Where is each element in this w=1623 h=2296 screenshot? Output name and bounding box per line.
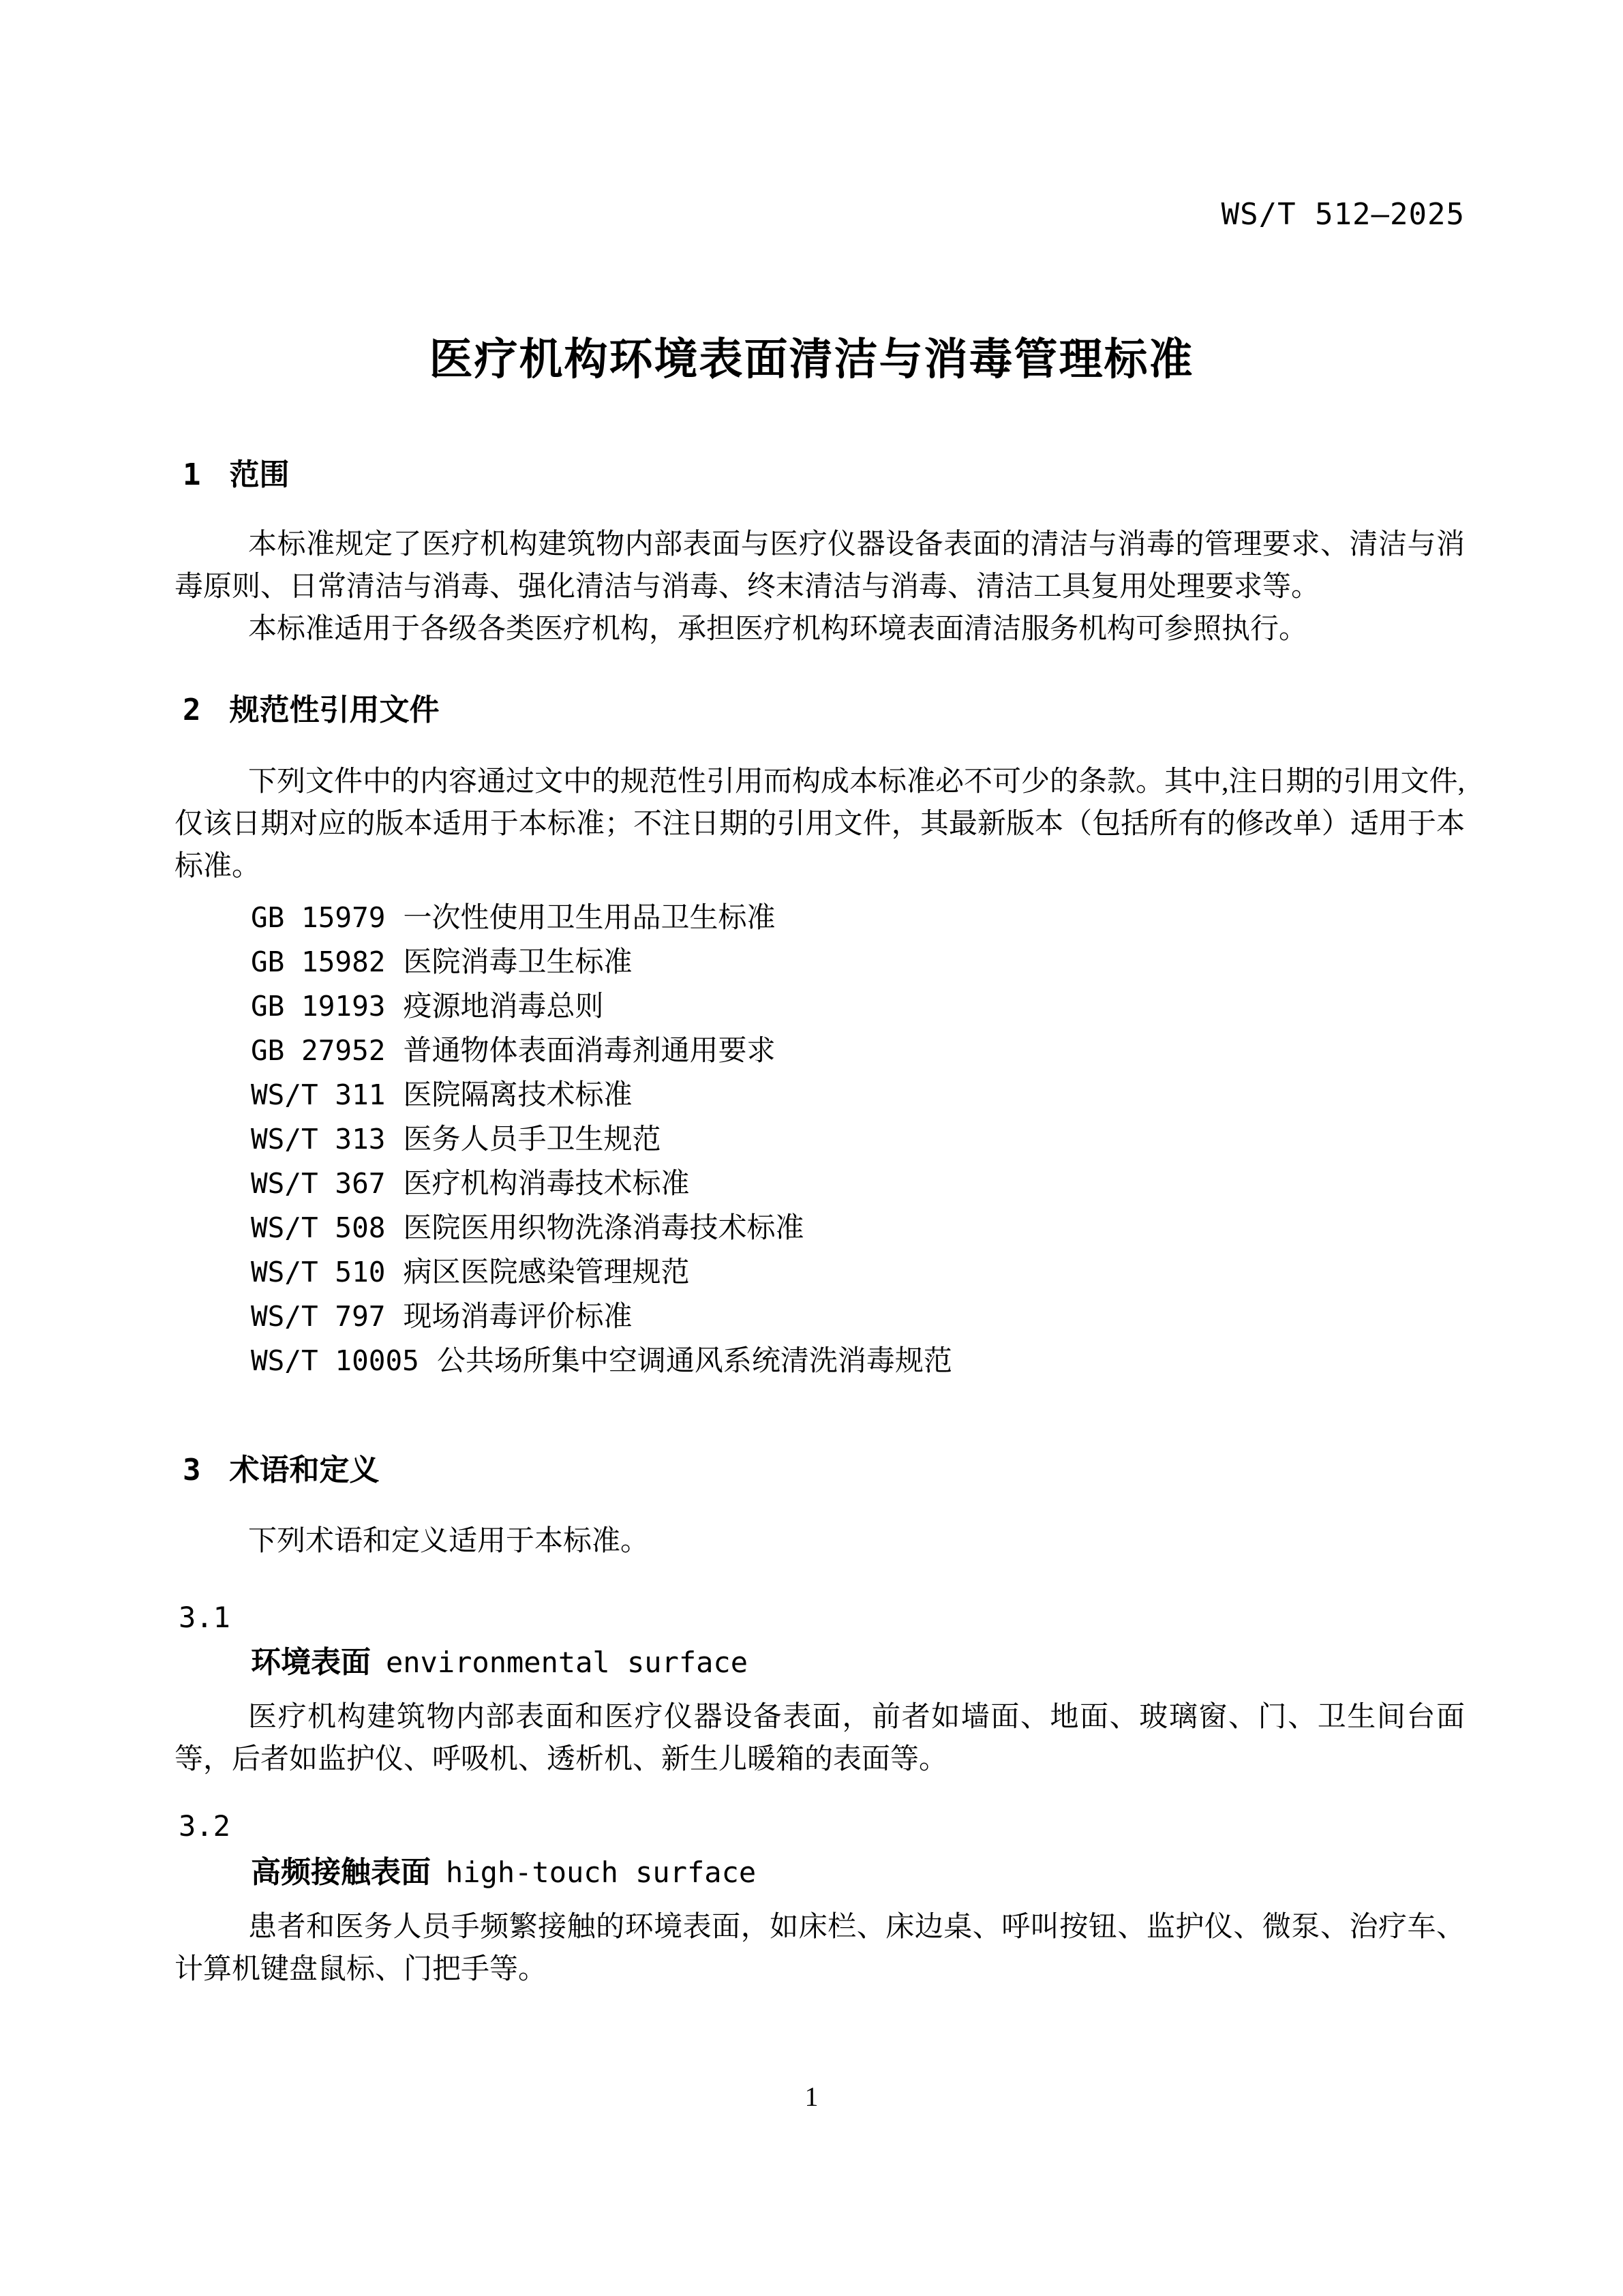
clause-3-heading: [183, 1445, 1465, 1489]
term-3-1-definition: [175, 1696, 1465, 1781]
term-3-2-name: [175, 1847, 1465, 1891]
clause-3-number: 3: [183, 1453, 201, 1487]
reference-item: [251, 1029, 1465, 1073]
reference-title: 医院医用织物洗涤消毒技术标准: [403, 1213, 804, 1244]
reference-item: [251, 1162, 1465, 1206]
term-zh: 高频接触表面: [251, 1856, 431, 1889]
reference-code: GB 15979: [251, 901, 386, 934]
reference-item: [251, 1073, 1465, 1117]
term-3-1-name: [175, 1637, 1465, 1681]
document-title: 医疗机构环境表面清洁与消毒管理标准: [429, 335, 1194, 384]
reference-title: 病区医院感染管理规范: [403, 1257, 690, 1288]
clause-1-body: [175, 524, 1465, 650]
reference-title: 医务人员手卫生规范: [403, 1124, 661, 1155]
reference-title: 一次性使用卫生用品卫生标准: [403, 903, 776, 934]
paragraph: 下列文件中的内容通过文中的规范性引用而构成本标准必不可少的条款。其中,注日期的引用文件,仅该日期对应的版本适用于本标准；不注日期的引用文件，其最新版本（包括所有的修改单）适用于本标准。: [175, 766, 1466, 882]
reference-item: [251, 940, 1465, 984]
reference-item: [251, 896, 1465, 940]
reference-title: 医疗机构消毒技术标准: [403, 1168, 690, 1200]
term-zh: 环境表面: [251, 1646, 371, 1679]
reference-title: 医院消毒卫生标准: [403, 947, 633, 978]
reference-code: WS/T 313: [251, 1123, 386, 1155]
paragraph: 医疗机构建筑物内部表面和医疗仪器设备表面，前者如墙面、地面、玻璃窗、门、卫生间台面等，后者如监护仪、呼吸机、透析机、新生儿暖箱的表面等。: [175, 1702, 1465, 1775]
clause-3-body: [175, 1520, 1465, 1562]
term-en: environmental surface: [386, 1646, 748, 1679]
reference-title: 普通物体表面消毒剂通用要求: [403, 1036, 776, 1067]
standard-code: WS/T 512—2025: [1221, 197, 1465, 232]
term-3-2-number: 3.2: [179, 1809, 230, 1843]
reference-item: [251, 1206, 1465, 1250]
paragraph: 患者和医务人员手频繁接触的环境表面，如床栏、床边桌、呼叫按钮、监护仪、微泵、治疗车、计算机键盘鼠标、门把手等。: [175, 1912, 1465, 1985]
paragraph: 本标准适用于各级各类医疗机构，承担医疗机构环境表面清洁服务机构可参照执行。: [248, 614, 1308, 645]
clause-1-title: 范围: [229, 458, 290, 492]
reference-code: GB 27952: [251, 1034, 386, 1067]
term-3-2-definition: [175, 1906, 1465, 1991]
clause-2-body: [175, 761, 1465, 888]
reference-code: WS/T 510: [251, 1256, 386, 1288]
reference-code: WS/T 508: [251, 1211, 386, 1244]
term-3-1-number: 3.1: [179, 1601, 230, 1634]
clause-2-title: 规范性引用文件: [229, 693, 440, 727]
clause-1-heading: [183, 450, 1465, 494]
reference-code: WS/T 797: [251, 1300, 386, 1333]
reference-code: GB 15982: [251, 946, 386, 978]
reference-code: WS/T 10005: [251, 1344, 419, 1377]
reference-code: WS/T 311: [251, 1078, 386, 1111]
reference-title: 疫源地消毒总则: [403, 991, 604, 1023]
normative-references-list: [175, 896, 1465, 1383]
paragraph: 下列术语和定义适用于本标准。: [248, 1526, 650, 1557]
reference-item: [251, 1117, 1465, 1162]
reference-item: [251, 1250, 1465, 1295]
reference-title: 医院隔离技术标准: [403, 1080, 633, 1111]
clause-1-number: 1: [183, 457, 201, 492]
paragraph: 本标准规定了医疗机构建筑物内部表面与医疗仪器设备表面的清洁与消毒的管理要求、清洁与消毒原则、日常清洁与消毒、强化清洁与消毒、终末清洁与消毒、清洁工具复用处理要求等。: [175, 529, 1465, 603]
reference-title: 公共场所集中空调通风系统清洗消毒规范: [436, 1346, 952, 1377]
reference-item: [251, 984, 1465, 1029]
clause-2-heading: [183, 685, 1465, 729]
reference-item: [251, 1295, 1465, 1339]
reference-code: WS/T 367: [251, 1167, 386, 1200]
clause-2-number: 2: [183, 693, 201, 727]
term-en: high-touch surface: [446, 1856, 757, 1889]
reference-title: 现场消毒评价标准: [403, 1301, 633, 1333]
page-number: 1: [804, 2081, 819, 2112]
reference-item: [251, 1339, 1465, 1383]
clause-3-title: 术语和定义: [229, 1453, 380, 1487]
reference-code: GB 19193: [251, 990, 386, 1023]
